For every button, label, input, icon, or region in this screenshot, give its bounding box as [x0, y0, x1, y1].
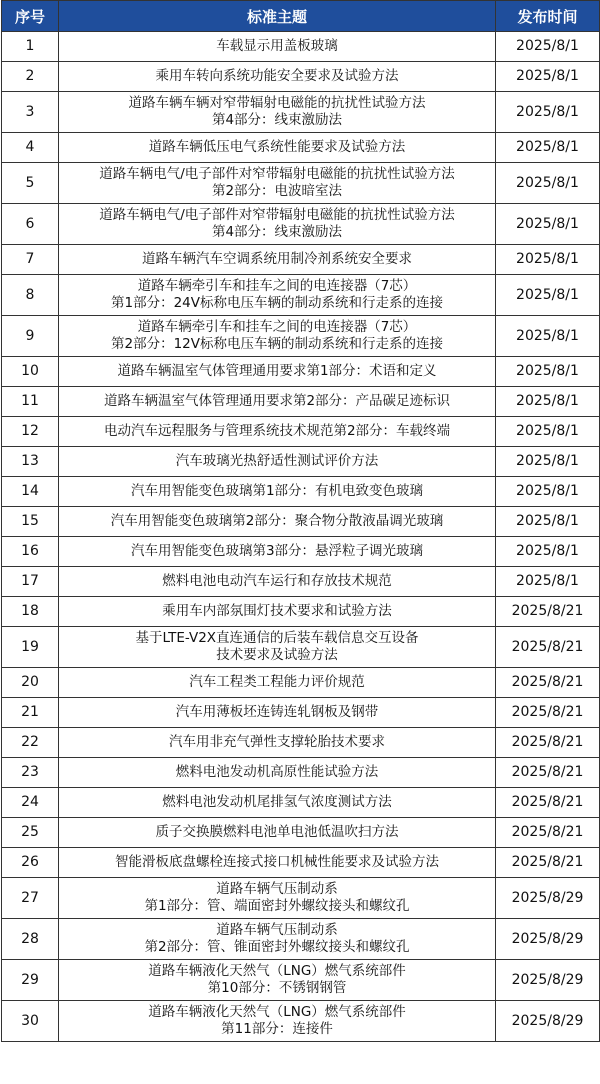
topic-line: 道路车辆牵引车和挂车之间的电连接器（7芯） [137, 319, 417, 335]
row-topic [59, 698, 496, 728]
row-date: 2025/8/29 [496, 878, 600, 919]
topic-line: 道路车辆气压制动系 [216, 881, 338, 897]
topic-line: 汽车用智能变色玻璃第1部分：有机电致变色玻璃 [130, 483, 424, 499]
row-date: 2025/8/1 [496, 133, 600, 163]
row-index: 20 [2, 668, 59, 698]
row-index: 19 [2, 627, 59, 668]
row-date: 2025/8/1 [496, 204, 600, 245]
topic-line: 燃料电池电动汽车运行和存放技术规范 [162, 573, 392, 589]
row-index: 2 [2, 62, 59, 92]
topic-line: 燃料电池发动机高原性能试验方法 [175, 764, 379, 780]
row-date: 2025/8/1 [496, 447, 600, 477]
row-index: 9 [2, 316, 59, 357]
row-index: 16 [2, 537, 59, 567]
row-date: 2025/8/1 [496, 387, 600, 417]
header-topic: 标准主题 [59, 1, 496, 32]
topic-line: 第4部分：线束激励法 [211, 224, 343, 240]
row-index: 27 [2, 878, 59, 919]
table-row [2, 758, 600, 788]
table-row [2, 960, 600, 1001]
topic-line: 智能滑板底盘螺栓连接式接口机械性能要求及试验方法 [115, 854, 439, 870]
row-date: 2025/8/1 [496, 92, 600, 133]
row-topic [59, 417, 496, 447]
table-row [2, 1001, 600, 1042]
row-date: 2025/8/1 [496, 357, 600, 387]
table-row [2, 848, 600, 878]
table-row [2, 597, 600, 627]
standards-table [1, 0, 600, 1042]
row-index: 14 [2, 477, 59, 507]
topic-line: 第1部分：管、端面密封外螺纹接头和螺纹孔 [144, 898, 410, 914]
row-date: 2025/8/21 [496, 818, 600, 848]
topic-line: 道路车辆温室气体管理通用要求第1部分：术语和定义 [117, 363, 437, 379]
topic-line: 道路车辆气压制动系 [216, 922, 338, 938]
table-row [2, 316, 600, 357]
table-row [2, 275, 600, 316]
table-row [2, 204, 600, 245]
topic-line: 道路车辆温室气体管理通用要求第2部分：产品碳足迹标识 [103, 393, 451, 409]
table-row [2, 133, 600, 163]
row-index: 18 [2, 597, 59, 627]
row-index: 25 [2, 818, 59, 848]
topic-line: 第2部分：管、锥面密封外螺纹接头和螺纹孔 [144, 939, 410, 955]
row-date: 2025/8/29 [496, 919, 600, 960]
topic-line: 道路车辆液化天然气（LNG）燃气系统部件 [148, 963, 406, 979]
row-index: 30 [2, 1001, 59, 1042]
row-index: 21 [2, 698, 59, 728]
row-topic [59, 848, 496, 878]
table-row [2, 417, 600, 447]
topic-line: 乘用车转向系统功能安全要求及试验方法 [155, 68, 399, 84]
row-date: 2025/8/21 [496, 698, 600, 728]
row-index: 11 [2, 387, 59, 417]
row-date: 2025/8/21 [496, 848, 600, 878]
row-index: 12 [2, 417, 59, 447]
topic-line: 第10部分：不锈钢钢管 [207, 980, 347, 996]
table-row [2, 62, 600, 92]
topic-line: 道路车辆电气/电子部件对窄带辐射电磁能的抗扰性试验方法 [99, 207, 455, 223]
table-row [2, 245, 600, 275]
topic-line: 乘用车内部氛围灯技术要求和试验方法 [162, 603, 392, 619]
row-index: 17 [2, 567, 59, 597]
topic-line: 汽车工程类工程能力评价规范 [189, 674, 365, 690]
row-index: 28 [2, 919, 59, 960]
row-date: 2025/8/29 [496, 1001, 600, 1042]
row-topic [59, 1001, 496, 1042]
topic-line: 道路车辆电气/电子部件对窄带辐射电磁能的抗扰性试验方法 [99, 166, 455, 182]
table-row [2, 668, 600, 698]
table-row [2, 919, 600, 960]
table-row [2, 788, 600, 818]
table-row [2, 32, 600, 62]
topic-line: 道路车辆车辆对窄带辐射电磁能的抗扰性试验方法 [128, 95, 426, 111]
topic-line: 第4部分：线束激励法 [211, 112, 343, 128]
topic-line: 基于LTE-V2X直连通信的后装车载信息交互设备 [135, 630, 419, 646]
row-date: 2025/8/1 [496, 567, 600, 597]
table-row [2, 477, 600, 507]
row-topic [59, 92, 496, 133]
topic-line: 车载显示用盖板玻璃 [216, 38, 338, 54]
row-index: 23 [2, 758, 59, 788]
row-index: 6 [2, 204, 59, 245]
table-row [2, 698, 600, 728]
row-index: 10 [2, 357, 59, 387]
row-date: 2025/8/1 [496, 537, 600, 567]
row-topic [59, 878, 496, 919]
row-date: 2025/8/21 [496, 788, 600, 818]
row-index: 4 [2, 133, 59, 163]
row-date: 2025/8/1 [496, 477, 600, 507]
row-date: 2025/8/21 [496, 597, 600, 627]
row-index: 3 [2, 92, 59, 133]
header-index: 序号 [2, 1, 59, 32]
table-row [2, 728, 600, 758]
row-topic [59, 507, 496, 537]
row-topic [59, 728, 496, 758]
table-row [2, 387, 600, 417]
topic-line: 道路车辆汽车空调系统用制冷剂系统安全要求 [142, 251, 412, 267]
table-row [2, 567, 600, 597]
row-topic [59, 788, 496, 818]
table-row [2, 537, 600, 567]
row-index: 24 [2, 788, 59, 818]
table-row [2, 507, 600, 537]
row-topic [59, 245, 496, 275]
row-date: 2025/8/21 [496, 728, 600, 758]
table-row [2, 818, 600, 848]
table-row [2, 447, 600, 477]
topic-line: 汽车用智能变色玻璃第2部分：聚合物分散液晶调光玻璃 [110, 513, 444, 529]
topic-line: 道路车辆低压电气系统性能要求及试验方法 [148, 139, 406, 155]
row-topic [59, 477, 496, 507]
row-index: 8 [2, 275, 59, 316]
topic-line: 质子交换膜燃料电池单电池低温吹扫方法 [155, 824, 399, 840]
table-row [2, 627, 600, 668]
row-topic [59, 960, 496, 1001]
row-topic [59, 758, 496, 788]
row-topic [59, 163, 496, 204]
row-date: 2025/8/1 [496, 417, 600, 447]
row-date: 2025/8/1 [496, 507, 600, 537]
row-index: 13 [2, 447, 59, 477]
row-date: 2025/8/1 [496, 32, 600, 62]
row-index: 7 [2, 245, 59, 275]
row-topic [59, 275, 496, 316]
row-topic [59, 133, 496, 163]
row-date: 2025/8/1 [496, 275, 600, 316]
row-topic [59, 668, 496, 698]
row-date: 2025/8/1 [496, 245, 600, 275]
row-topic [59, 204, 496, 245]
row-index: 5 [2, 163, 59, 204]
row-date: 2025/8/21 [496, 758, 600, 788]
row-topic [59, 537, 496, 567]
topic-line: 第1部分：24V标称电压车辆的制动系统和行走系的连接 [110, 295, 443, 311]
header-row [2, 1, 600, 32]
row-topic [59, 919, 496, 960]
topic-line: 汽车用薄板坯连铸连轧钢板及钢带 [175, 704, 379, 720]
header-date: 发布时间 [496, 1, 600, 32]
table-row [2, 92, 600, 133]
row-topic [59, 447, 496, 477]
row-topic [59, 316, 496, 357]
topic-line: 技术要求及试验方法 [216, 647, 338, 663]
table-row [2, 357, 600, 387]
row-topic [59, 627, 496, 668]
topic-line: 第11部分：连接件 [221, 1021, 333, 1037]
table-body [2, 32, 600, 1042]
row-topic [59, 32, 496, 62]
row-topic [59, 62, 496, 92]
table-row [2, 878, 600, 919]
row-topic [59, 357, 496, 387]
topic-line: 第2部分：电波暗室法 [211, 183, 343, 199]
row-date: 2025/8/1 [496, 62, 600, 92]
table-row [2, 163, 600, 204]
row-date: 2025/8/29 [496, 960, 600, 1001]
row-index: 15 [2, 507, 59, 537]
topic-line: 汽车玻璃光热舒适性测试评价方法 [175, 453, 379, 469]
topic-line: 汽车用非充气弹性支撑轮胎技术要求 [169, 734, 385, 750]
row-index: 22 [2, 728, 59, 758]
row-date: 2025/8/21 [496, 627, 600, 668]
row-index: 26 [2, 848, 59, 878]
topic-line: 第2部分：12V标称电压车辆的制动系统和行走系的连接 [110, 336, 443, 352]
topic-line: 道路车辆牵引车和挂车之间的电连接器（7芯） [137, 278, 417, 294]
row-index: 1 [2, 32, 59, 62]
row-index: 29 [2, 960, 59, 1001]
row-topic [59, 567, 496, 597]
topic-line: 汽车用智能变色玻璃第3部分：悬浮粒子调光玻璃 [130, 543, 424, 559]
row-date: 2025/8/1 [496, 163, 600, 204]
row-topic [59, 387, 496, 417]
row-date: 2025/8/21 [496, 668, 600, 698]
row-date: 2025/8/1 [496, 316, 600, 357]
row-topic [59, 597, 496, 627]
topic-line: 燃料电池发动机尾排氢气浓度测试方法 [162, 794, 392, 810]
topic-line: 道路车辆液化天然气（LNG）燃气系统部件 [148, 1004, 406, 1020]
topic-line: 电动汽车远程服务与管理系统技术规范第2部分：车载终端 [103, 423, 451, 439]
row-topic [59, 818, 496, 848]
